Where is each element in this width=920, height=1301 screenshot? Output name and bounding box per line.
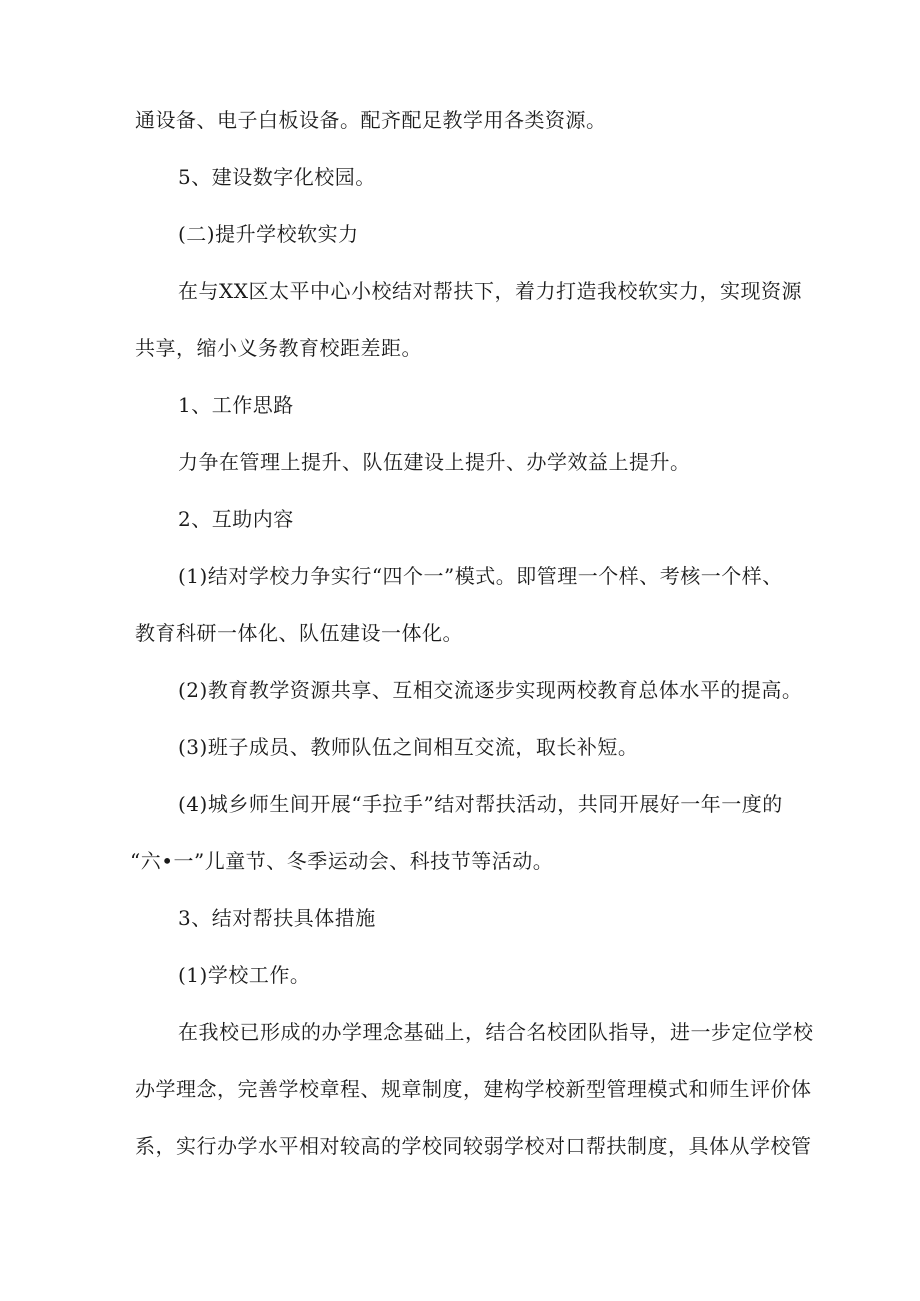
section-heading: 2、互助内容 [178,507,294,531]
paragraph-line: 教育科研一体化、队伍建设一体化。 [135,621,463,645]
paragraph-line: 在我校已形成的办学理念基础上，结合名校团队指导，进一步定位学校 [178,1020,814,1044]
paragraph-line: 通设备、电子白板设备。配齐配足教学用各类资源。 [135,108,607,132]
paragraph-line: “六•一”儿童节、冬季运动会、科技节等活动。 [130,849,554,873]
section-heading: 1、工作思路 [178,393,294,417]
paragraph-line: 共享，缩小义务教育校距差距。 [135,336,422,360]
paragraph-line: 办学理念，完善学校章程、规章制度，建构学校新型管理模式和师生评价体 [135,1077,812,1101]
paragraph-line: (2)教育教学资源共享、互相交流逐步实现两校教育总体水平的提高。 [178,678,803,702]
paragraph-line: (3)班子成员、教师队伍之间相互交流，取长补短。 [178,735,639,759]
paragraph-line: (4)城乡师生间开展“手拉手”结对帮扶活动，共同开展好一年一度的 [178,792,783,816]
section-heading: 3、结对帮扶具体措施 [178,906,376,930]
paragraph-line: 在与XX区太平中心小校结对帮扶下，着力打造我校软实力，实现资源 [178,279,802,303]
section-heading: 5、建设数字化校园。 [178,165,376,189]
paragraph-line: 系，实行办学水平相对较高的学校同较弱学校对口帮扶制度，具体从学校管 [135,1134,812,1158]
section-heading: (二)提升学校软实力 [178,222,359,246]
paragraph-line: (1)结对学校力争实行“四个一”模式。即管理一个样、考核一个样、 [178,564,783,588]
section-heading: (1)学校工作。 [178,963,311,987]
paragraph-line: 力争在管理上提升、队伍建设上提升、办学效益上提升。 [178,450,691,474]
